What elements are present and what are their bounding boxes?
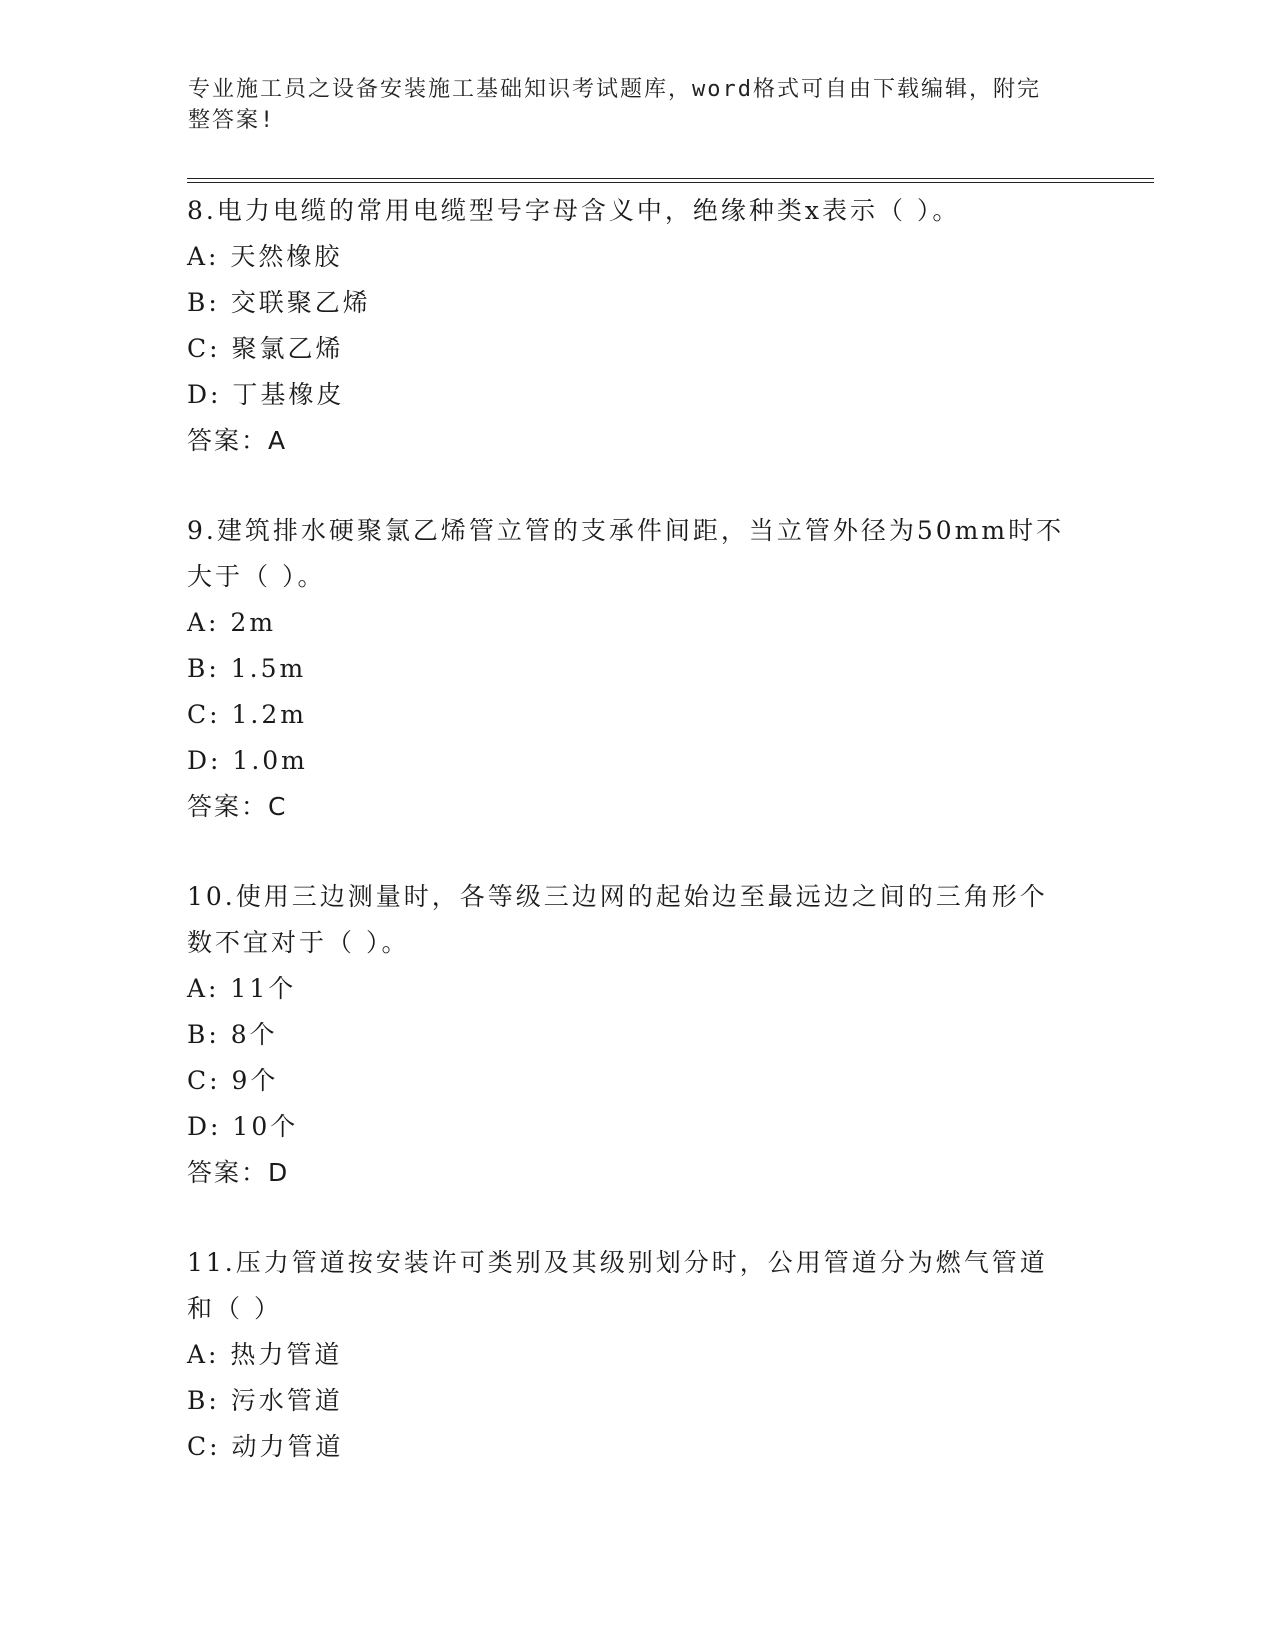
option-a: A: 天然橡胶 bbox=[187, 242, 343, 271]
option-a: A: 11个 bbox=[187, 974, 297, 1003]
answer: 答案：C bbox=[187, 792, 288, 821]
answer: 答案：A bbox=[187, 426, 288, 455]
question-9 bbox=[187, 508, 1087, 830]
option-a: A: 2m bbox=[187, 608, 277, 637]
option-c: C: 聚氯乙烯 bbox=[187, 334, 344, 363]
spacer bbox=[187, 1196, 1087, 1240]
option-c: C: 动力管道 bbox=[187, 1432, 344, 1461]
question-stem-line-2: 和（ ） bbox=[187, 1294, 282, 1323]
question-list bbox=[187, 188, 1087, 1470]
option-b: B: 交联聚乙烯 bbox=[187, 288, 371, 317]
option-b: B: 污水管道 bbox=[187, 1386, 343, 1415]
question-stem-line-1: 11.压力管道按安装许可类别及其级别划分时，公用管道分为燃气管道 bbox=[187, 1248, 1048, 1277]
document-intro bbox=[188, 74, 1068, 136]
question-10 bbox=[187, 874, 1087, 1196]
option-d: D: 10个 bbox=[187, 1112, 299, 1141]
question-8 bbox=[187, 188, 1087, 464]
question-stem-line-1: 9.建筑排水硬聚氯乙烯管立管的支承件间距，当立管外径为50mm时不 bbox=[187, 516, 1065, 545]
question-stem: 8.电力电缆的常用电缆型号字母含义中，绝缘种类x表示（ ）。 bbox=[187, 196, 961, 225]
intro-line-2: 整答案! bbox=[188, 108, 276, 133]
spacer bbox=[187, 830, 1087, 874]
header-divider-bottom bbox=[187, 182, 1154, 183]
option-c: C: 9个 bbox=[187, 1066, 279, 1095]
option-a: A: 热力管道 bbox=[187, 1340, 343, 1369]
option-c: C: 1.2m bbox=[187, 700, 307, 729]
header-divider-top bbox=[187, 178, 1154, 179]
question-stem-line-1: 10.使用三边测量时，各等级三边网的起始边至最远边之间的三角形个 bbox=[187, 882, 1048, 911]
spacer bbox=[187, 464, 1087, 508]
option-d: D: 1.0m bbox=[187, 746, 308, 775]
option-b: B: 1.5m bbox=[187, 654, 307, 683]
question-stem-line-2: 大于（ ）。 bbox=[187, 562, 326, 591]
question-11 bbox=[187, 1240, 1087, 1470]
option-b: B: 8个 bbox=[187, 1020, 278, 1049]
question-stem-line-2: 数不宜对于（ ）。 bbox=[187, 928, 410, 957]
intro-line-1: 专业施工员之设备安装施工基础知识考试题库，word格式可自由下载编辑，附完 bbox=[188, 77, 1041, 102]
option-d: D: 丁基橡皮 bbox=[187, 380, 345, 409]
answer: 答案：D bbox=[187, 1158, 290, 1187]
